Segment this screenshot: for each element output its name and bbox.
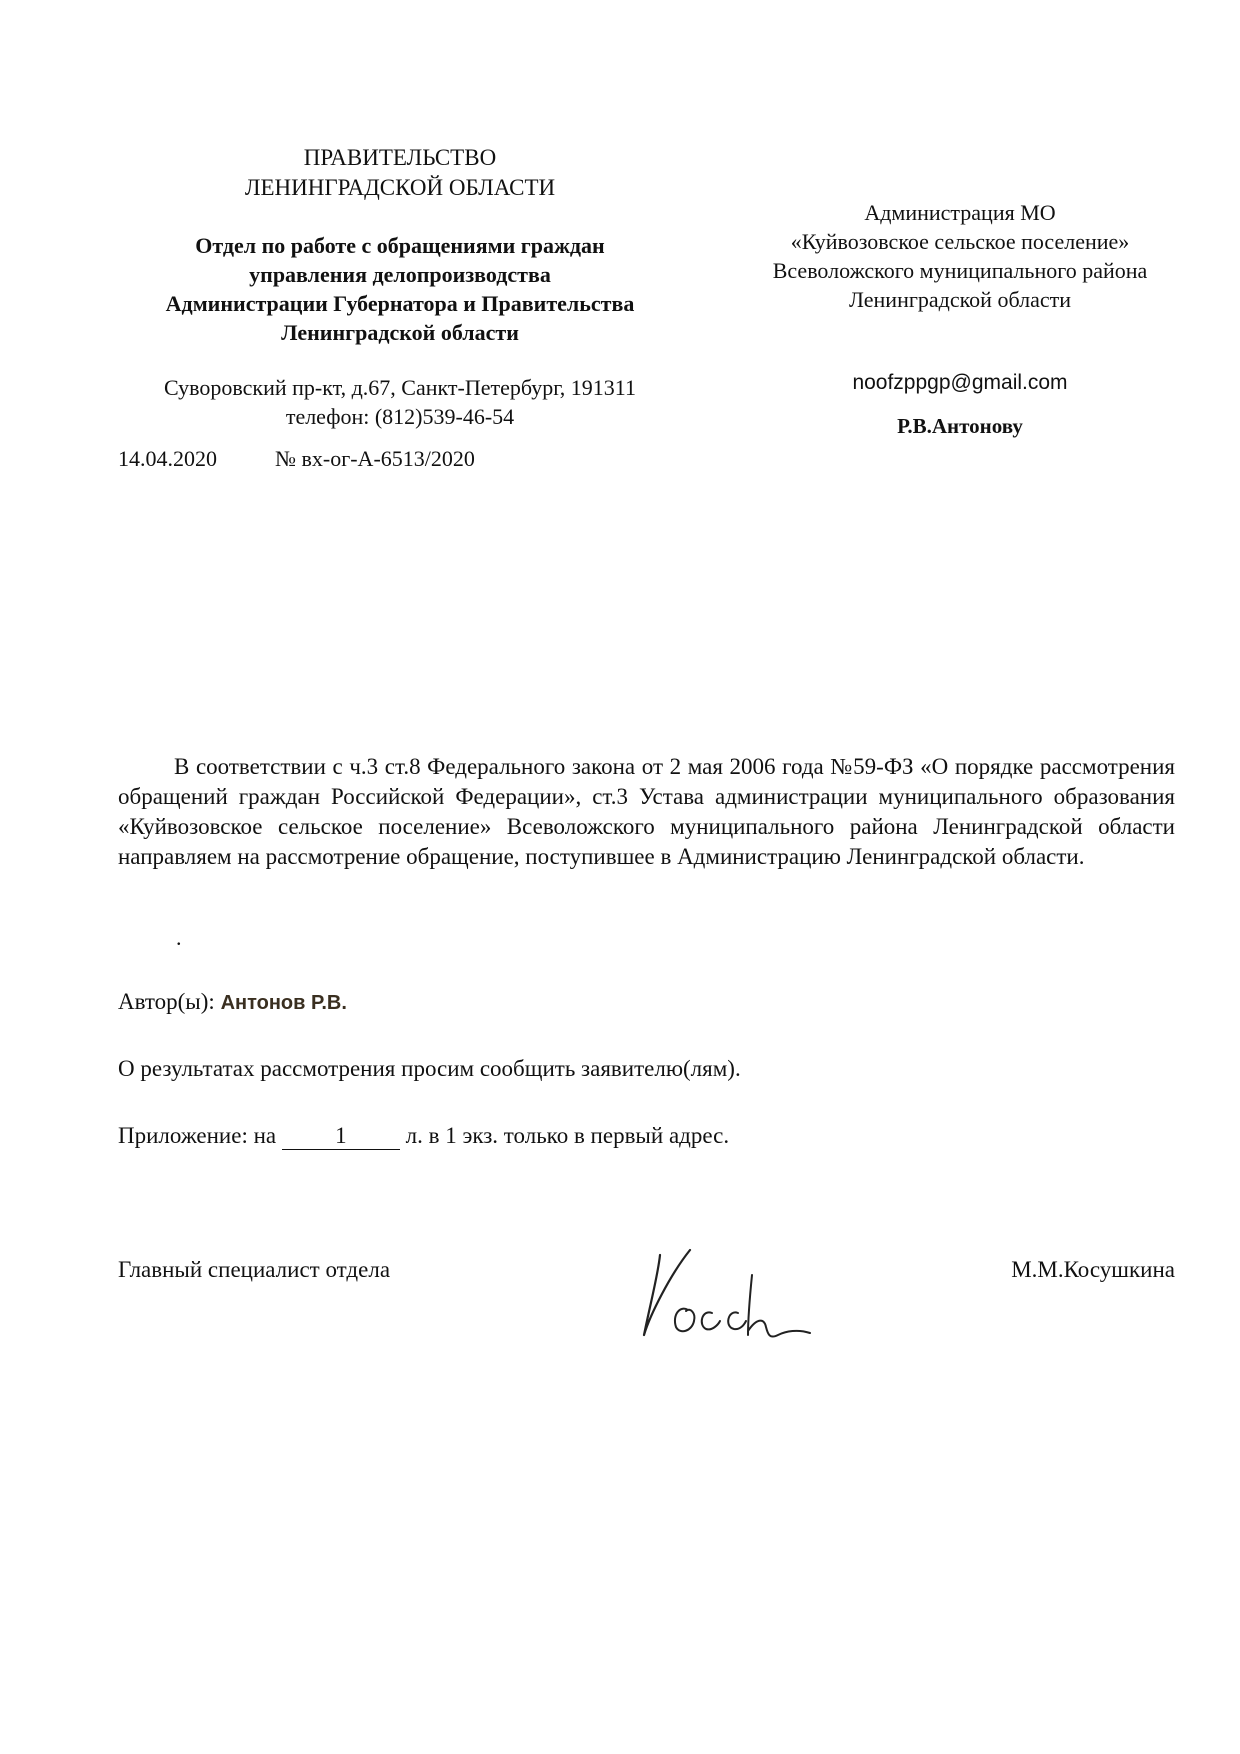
government-name-line: ПРАВИТЕЛЬСТВО [303,145,497,170]
government-name [105,143,695,203]
sender-address: Суворовский пр-кт, д.67, Санкт-Петербург, 191311 [164,375,636,400]
sender-phone: телефон: (812)539-46-54 [285,404,515,429]
department-name-line: Администрации Губернатора и Правительства [165,291,635,316]
department-name-line: Отдел по работе с обращениями граждан [195,233,605,258]
document-date: 14.04.2020 [118,446,217,471]
author-name: Антонов Р.В. [220,992,347,1014]
registration-number: № вх-ог-А-6513/2020 [275,446,475,471]
recipient-org-line: Администрация МО [864,200,1056,225]
recipient-org-line: Всеволожского муниципального района [772,258,1148,283]
signer-title: Главный специалист отдела [118,1257,391,1282]
recipient-org-line: «Куйвозовское сельское поселение» [790,229,1130,254]
attachment-prefix: Приложение: на [118,1123,282,1148]
attachment-pages: 1 [335,1123,347,1148]
stray-dot: . [176,925,182,950]
handwritten-signature [620,1235,820,1365]
results-request: О результатах рассмотрения просим сообщить заявителю(лям). [118,1056,741,1081]
government-name-line: ЛЕНИНГРАДСКОЙ ОБЛАСТИ [244,175,556,200]
department-name-line: Ленинградской области [281,320,519,345]
body-paragraph: В соответствии с ч.3 ст.8 Федерального закона от 2 мая 2006 года №59-ФЗ «О порядке рассмотрения обращений граждан Российской Федерации», ст.3 Устава администрации муниципального образования «Куйвозовское сельское поселение» Всеволожского муниципального района Ленинградской области направляем на рассмотрение обращение, поступившее в Администрацию Ленинградской области. [118,754,1175,869]
author-line [118,987,347,1018]
attachment-line [118,1121,729,1151]
sender-contacts [105,373,695,431]
department-name-line: управления делопроизводства [249,262,551,287]
signer-name: М.М.Косушкина [1011,1257,1175,1282]
recipient-addressee: Р.В.Антонову [897,414,1023,438]
attachment-suffix: л. в 1 экз. только в первый адрес. [399,1123,730,1148]
author-label: Автор(ы): [118,989,221,1014]
attachment-pages-blank [282,1123,400,1150]
recipient-org-line: Ленинградской области [849,287,1071,312]
recipient-email: noofzppgp@gmail.com [852,371,1068,394]
department-name [105,231,695,347]
recipient-org [735,198,1185,314]
